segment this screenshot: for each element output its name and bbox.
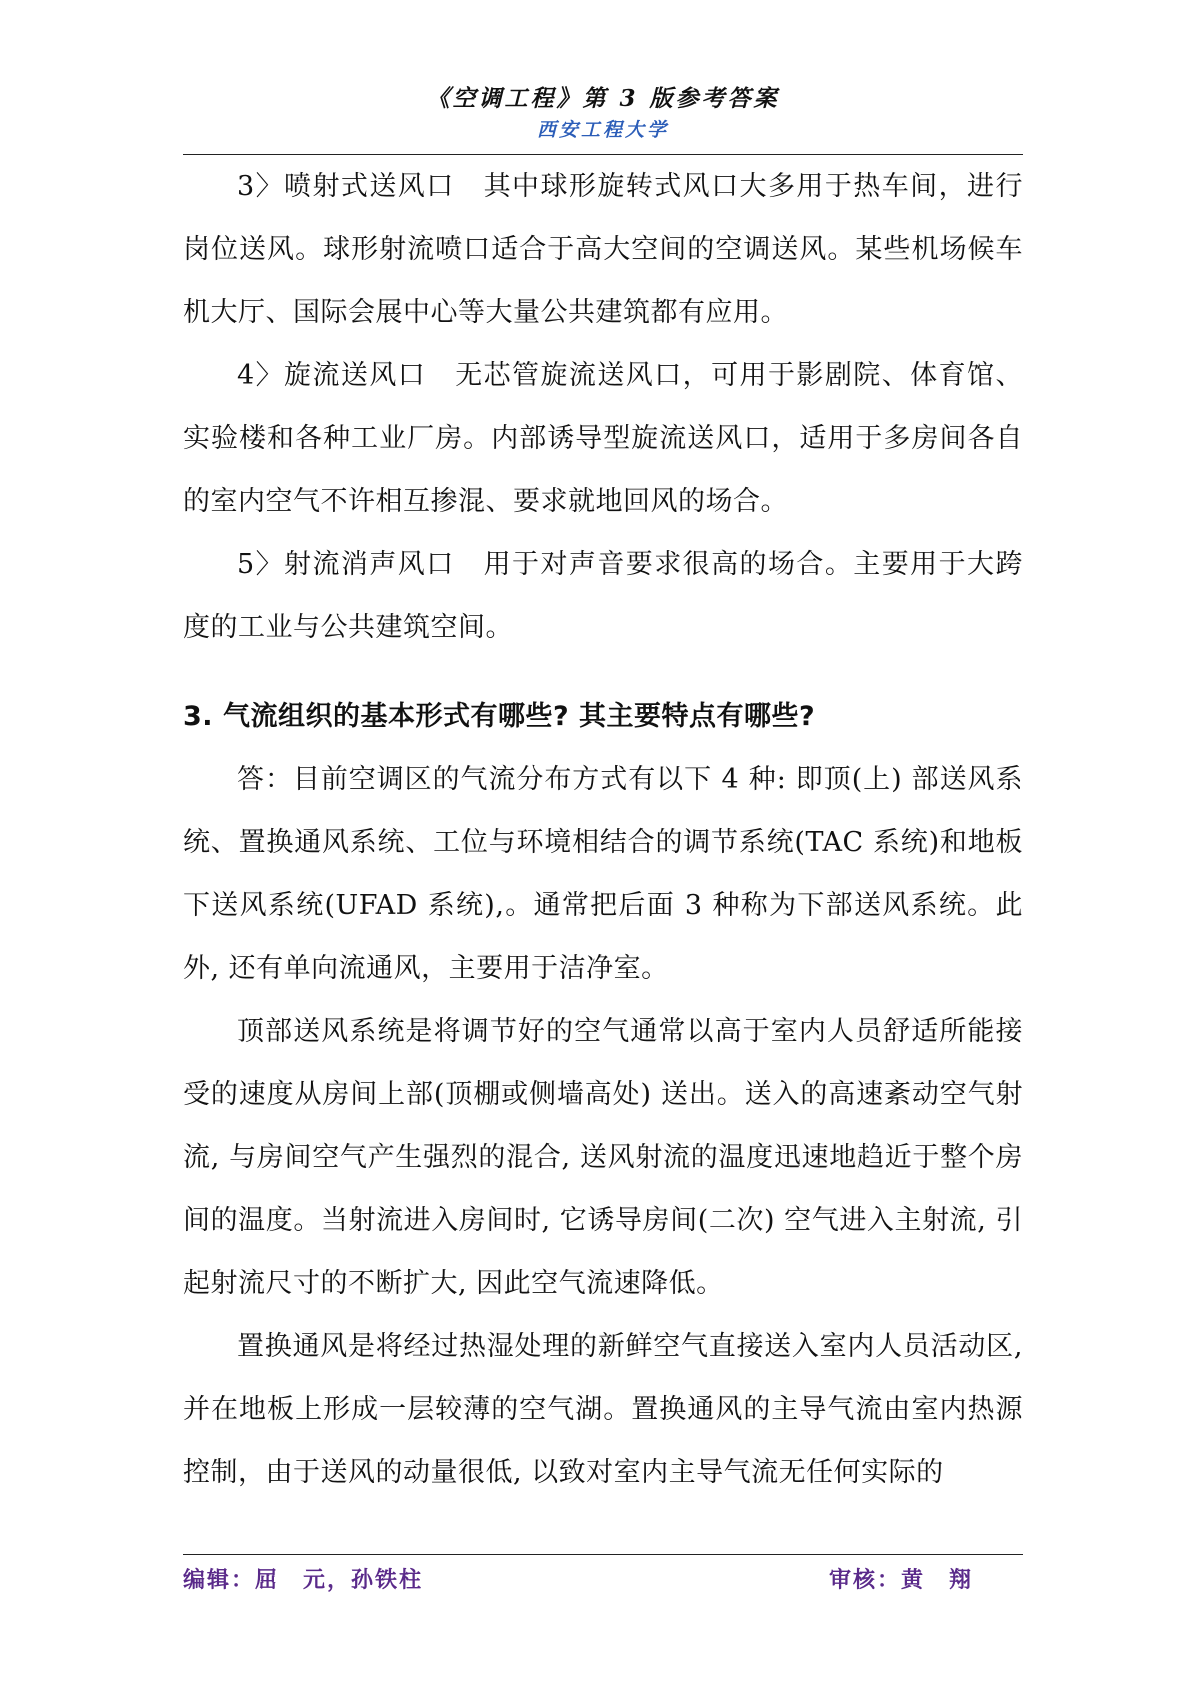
item-label: 4〉旋流送风口 bbox=[237, 360, 427, 391]
document-title: 《空调工程》第 3 版参考答案 bbox=[426, 85, 780, 112]
editor-credit: 编辑：屈 元，孙铁柱 bbox=[183, 1567, 424, 1593]
item-text: 其中球形旋转式风口大多用于热车间，进行岗位送风。球形射流喷口适合于高大空间的空调送风。某些机场候车机大厅、国际会展中心等大量公共建筑都有应用。 bbox=[183, 171, 1023, 328]
paragraph-swirl-outlet bbox=[183, 344, 1023, 533]
footer-divider bbox=[183, 1554, 1023, 1555]
page-body bbox=[183, 155, 1023, 1504]
page-footer bbox=[183, 1560, 1023, 1600]
paragraph-jet-outlet bbox=[183, 155, 1023, 344]
answer-paragraph-2: 顶部送风系统是将调节好的空气通常以高于室内人员舒适所能接受的速度从房间上部(顶棚或侧墙高处) 送出。送入的高速紊动空气射流, 与房间空气产生强烈的混合, 送风射流的温度迅速地趋近于整个房间的温度。当射流进入房间时, 它诱导房间(二次) 空气进入主射流, 引起射流尺寸的不断扩大, 因此空气流速降低。 bbox=[183, 1016, 1023, 1299]
answer-paragraph-1: 答：目前空调区的气流分布方式有以下 4 种: 即顶(上) 部送风系统、置换通风系统、工位与环境相结合的调节系统(TAC 系统)和地板下送风系统(UFAD 系统),。通常把后面 3 种称为下部送风系统。此外, 还有单向流通风，主要用于洁净室。 bbox=[183, 764, 1023, 984]
reviewer-credit: 审核：黄 翔 bbox=[828, 1567, 973, 1593]
paragraph-silencer-outlet bbox=[183, 533, 1023, 659]
item-label: 3〉喷射式送风口 bbox=[237, 171, 455, 202]
question-heading: 3. 气流组织的基本形式有哪些? 其主要特点有哪些? bbox=[183, 701, 816, 732]
university-name: 西安工程大学 bbox=[536, 119, 669, 141]
item-label: 5〉射流消声风口 bbox=[237, 549, 455, 580]
item-text: 用于对声音要求很高的场合。主要用于大跨度的工业与公共建筑空间。 bbox=[183, 549, 1023, 643]
answer-paragraph-3: 置换通风是将经过热湿处理的新鲜空气直接送入室内人员活动区, 并在地板上形成一层较薄的空气湖。置换通风的主导气流由室内热源控制，由于送风的动量很低, 以致对室内主导气流无任何实际的 bbox=[183, 1331, 1023, 1488]
item-text: 无芯管旋流送风口，可用于影剧院、体育馆、实验楼和各种工业厂房。内部诱导型旋流送风口，适用于多房间各自的室内空气不许相互掺混、要求就地回风的场合。 bbox=[183, 360, 1023, 517]
page-header bbox=[183, 82, 1023, 156]
